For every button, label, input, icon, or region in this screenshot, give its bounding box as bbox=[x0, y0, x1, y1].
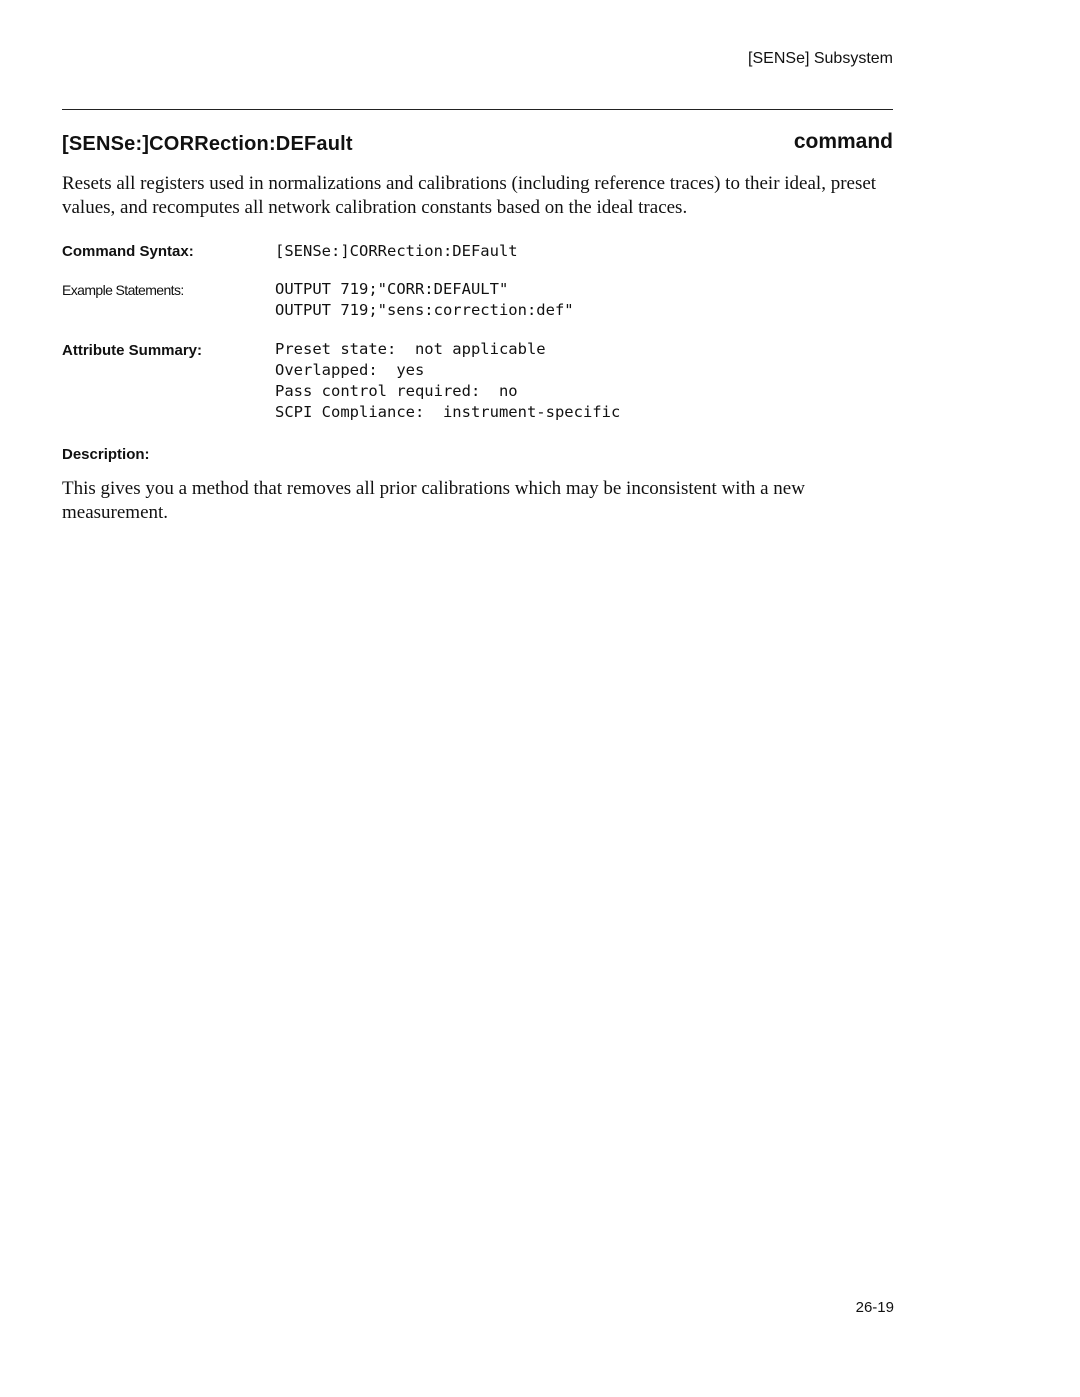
attribute-line: Pass control required: no bbox=[275, 382, 518, 400]
attribute-line: Overlapped: yes bbox=[275, 361, 425, 379]
example-statement-line: OUTPUT 719;"CORR:DEFAULT" bbox=[275, 280, 509, 298]
command-type-label: command bbox=[793, 130, 893, 153]
description-label: Description: bbox=[62, 446, 150, 463]
attribute-summary-label: Attribute Summary: bbox=[62, 342, 203, 359]
example-statements-label: Example Statements: bbox=[62, 282, 184, 298]
header-rule bbox=[62, 109, 893, 110]
example-statement-line: OUTPUT 719;"sens:correction:def" bbox=[275, 301, 574, 319]
page-number: 26-19 bbox=[855, 1299, 894, 1316]
running-header: [SENSe] Subsystem bbox=[748, 50, 893, 67]
attribute-line: Preset state: not applicable bbox=[275, 340, 546, 358]
attribute-line: SCPI Compliance: instrument-specific bbox=[275, 403, 621, 421]
command-syntax-label: Command Syntax: bbox=[62, 243, 194, 260]
description-paragraph: This gives you a method that removes all prior calibrations which may be inconsistent with a new measurement. bbox=[62, 478, 805, 523]
command-title: [SENSe:]CORRection:DEFault bbox=[62, 133, 353, 155]
command-syntax-value: [SENSe:]CORRection:DEFault bbox=[275, 242, 518, 260]
intro-paragraph: Resets all registers used in normalizations and calibrations (including reference traces) to their ideal, preset values, and recomputes all network calibration constants based on the ideal traces. bbox=[62, 173, 877, 218]
